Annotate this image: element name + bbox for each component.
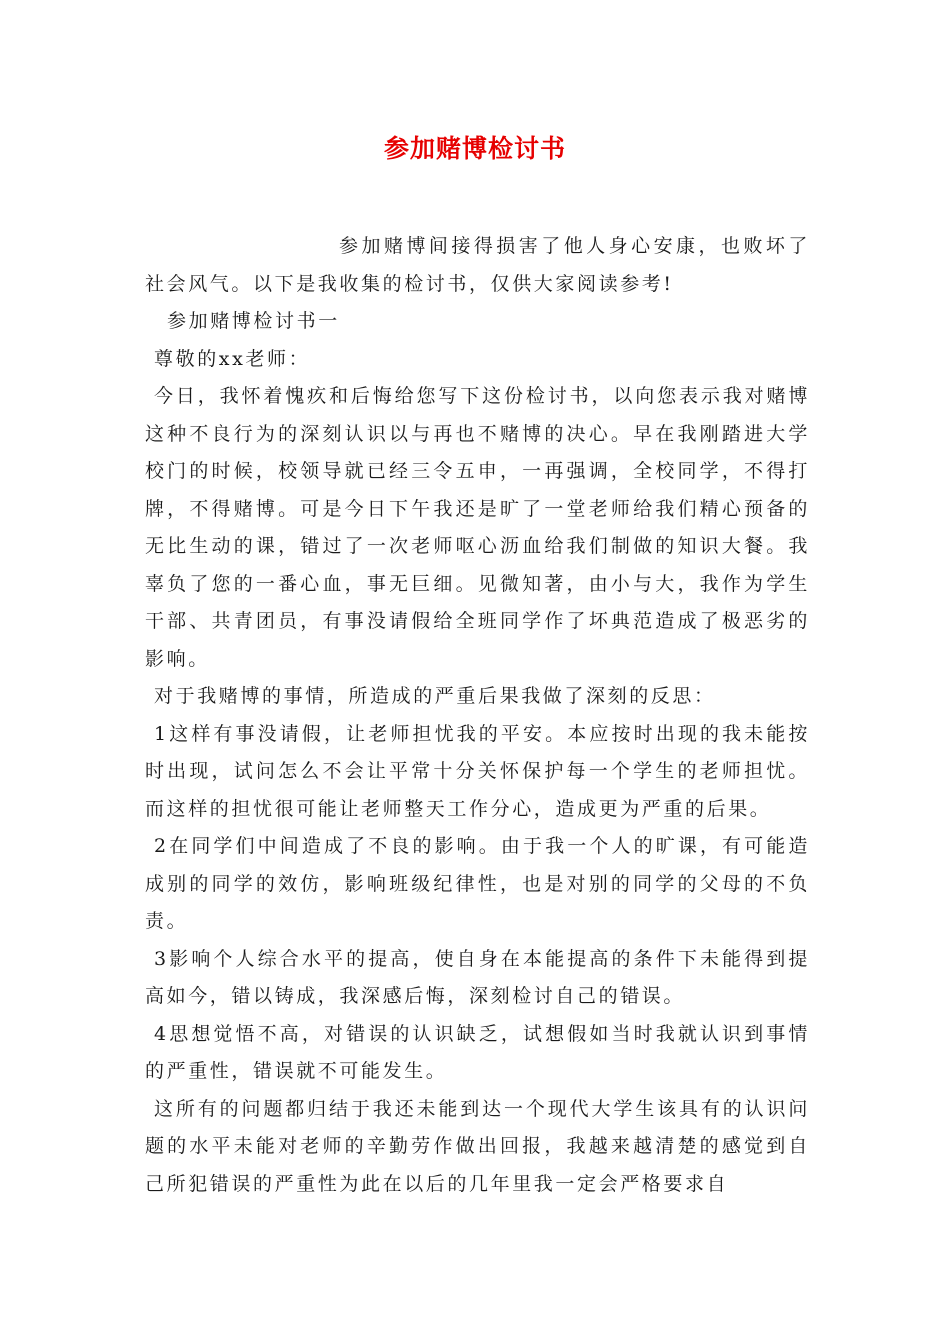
document-body [145,228,810,1203]
salutation: 尊敬的xx老师： [154,347,311,370]
reflection-item-4: 4思想觉悟不高，对错误的认识缺乏，试想假如当时我就认识到事情的严重性，错误就不可能发生。 [145,1022,810,1082]
document-title: 参加赌博检讨书 [383,134,566,163]
body-paragraph-1: 今日，我怀着愧疚和后悔给您写下这份检讨书，以向您表示我对赌博这种不良行为的深刻认识以与再也不赌博的决心。早在我刚踏进大学校门的时候，校领导就已经三令五申，一再强调，全校同学，不得打牌，不得赌博。可是今日下午我还是旷了一堂老师给我们精心预备的无比生动的课，错过了一次老师呕心沥血给我们制做的知识大餐。我辜负了您的一番心血，事无巨细。见微知著，由小与大，我作为学生干部、共青团员，有事没请假给全班同学作了坏典范造成了极恶劣的影响。 [145,385,810,670]
body-paragraph-closing: 这所有的问题都归结于我还未能到达一个现代大学生该具有的认识问题的水平未能对老师的辛勤劳作做出回报，我越来越清楚的感觉到自己所犯错误的严重性为此在以后的几年里我一定会严格要求自 [145,1097,810,1195]
reflection-item-2: 2在同学们中间造成了不良的影响。由于我一个人的旷课，有可能造成别的同学的效仿，影响班级纪律性，也是对别的同学的父母的不负责。 [145,835,810,932]
section-subtitle: 参加赌博检讨书一 [167,310,340,332]
intro-paragraph: 参加赌博间接得损害了他人身心安康，也败坏了社会风气。以下是我收集的检讨书，仅供大家阅读参考! [145,235,810,295]
body-paragraph-2: 对于我赌博的事情，所造成的严重后果我做了深刻的反思： [154,685,716,707]
reflection-item-3: 3影响个人综合水平的提高，使自身在本能提高的条件下未能得到提高如今，错以铸成，我深感后悔，深刻检讨自己的错误。 [145,947,810,1007]
reflection-item-1: 1这样有事没请假，让老师担忧我的平安。本应按时出现的我未能按时出现，试问怎么不会让平常十分关怀保护每一个学生的老师担忧。而这样的担忧很可能让老师整天工作分心，造成更为严重的后果。 [145,722,810,820]
